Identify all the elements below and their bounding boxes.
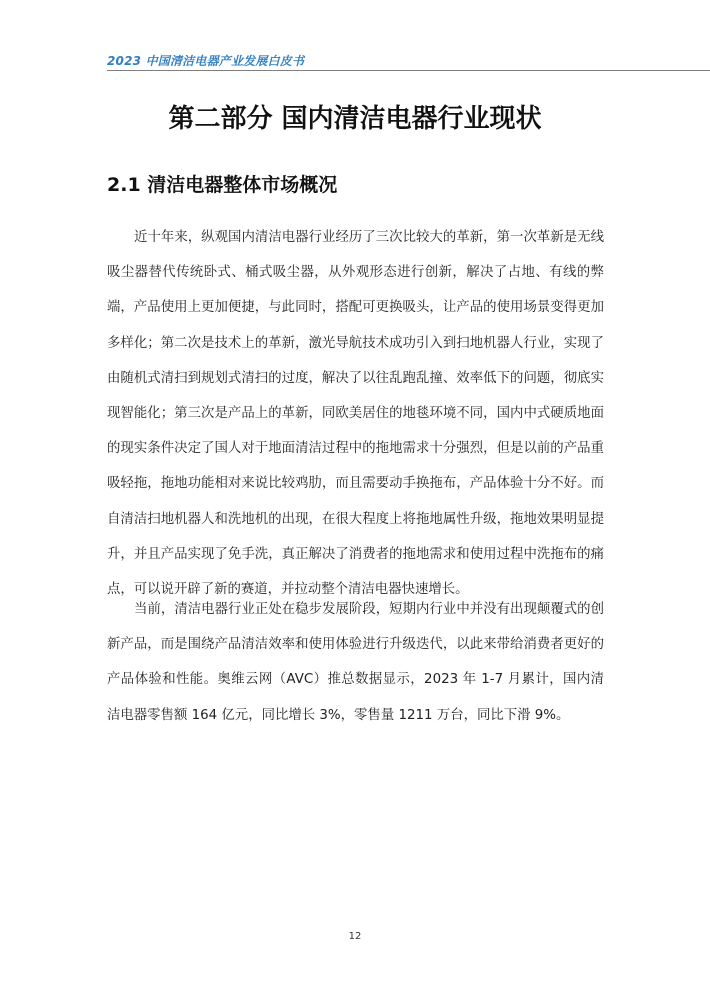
part-title: 第二部分 国内清洁电器行业现状 <box>168 104 542 134</box>
header-divider <box>107 70 710 71</box>
running-header: 2023 中国清洁电器产业发展白皮书 <box>107 54 305 68</box>
section-heading: 2.1 清洁电器整体市场概况 <box>107 174 338 196</box>
paragraph-text: 当前，清洁电器行业正处在稳步发展阶段，短期内行业中并没有出现颠覆式的创新产品，而是围绕产品清洁效率和使用体验进行升级迭代，以此来带给消费者更好的产品体验和性能。奥维云网（AVC）推总数据显示，2023 年 1-7 月累计，国内清洁电器零售额 164 亿元，同比增长 3%，零售量 1211 万台，同比下滑 9%。 <box>107 602 604 723</box>
page-number: 12 <box>348 931 362 942</box>
paragraph-text: 近十年来，纵观国内清洁电器行业经历了三次比较大的革新，第一次革新是无线吸尘器替代传统卧式、桶式吸尘器，从外观形态进行创新，解决了占地、有线的弊端，产品使用上更加便捷，与此同时，搭配可更换吸头，让产品的使用场景变得更加多样化；第二次是技术上的革新，激光导航技术成功引入到扫地机器人行业，实现了由随机式清扫到规划式清扫的过度，解决了以往乱跑乱撞、效率低下的问题，彻底实现智能化；第三次是产品上的革新，同欧美居住的地毯环境不同，国内中式硬质地面的现实条件决定了国人对于地面清洁过程中的拖地需求十分强烈，但是以前的产品重吸轻拖，拖地功能相对来说比较鸡肋，而且需要动手换拖布，产品体验十分不好。而自清洁扫地机器人和洗地机的出现，在很大程度上将拖地属性升级，拖地效果明显提升，并且产品实现了免手洗，真正解决了消费者的拖地需求和使用过程中洗拖布的痛点，可以说开辟了新的赛道，并拉动整个清洁电器快速增长。 <box>107 230 604 598</box>
body-paragraph <box>107 592 604 733</box>
body-paragraph <box>107 220 604 607</box>
